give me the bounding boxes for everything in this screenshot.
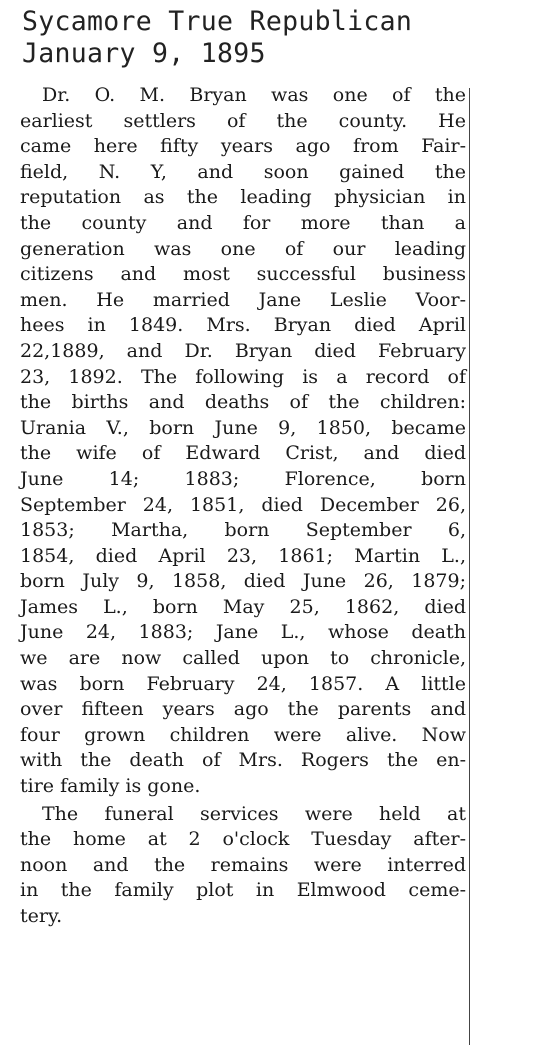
article-line: reputation as the leading physician in [20, 186, 466, 209]
article-body [20, 83, 466, 932]
article-line: The funeral services were held at [42, 802, 466, 825]
article-line: in the family plot in Elmwood ceme- [20, 879, 466, 902]
publication-date: January 9, 1895 [22, 38, 266, 69]
article-line: hees in 1849. Mrs. Bryan died April [20, 314, 466, 337]
article-paragraph [20, 802, 466, 930]
article-line: over fifteen years ago the parents and [20, 698, 466, 721]
article-line: was born February 24, 1857. A little [20, 672, 466, 695]
article-line: generation was one of our leading [20, 237, 466, 260]
article-line: tire family is gone. [20, 775, 201, 798]
article-line: 1853; Martha, born September 6, [20, 519, 466, 542]
article-line: June 14; 1883; Florence, born [20, 467, 466, 490]
article-line: earliest settlers of the county. He [20, 109, 466, 132]
article-line: field, N. Y, and soon gained the [20, 160, 466, 183]
article-line: Urania V., born June 9, 1850, became [20, 416, 466, 439]
article-line: the home at 2 o'clock Tuesday after- [20, 828, 466, 851]
article-line: we are now called upon to chronicle, [20, 647, 466, 670]
article-line: tery. [20, 905, 63, 927]
article-line: Dr. O. M. Bryan was one of the [42, 84, 466, 106]
article-paragraph [20, 83, 466, 800]
article-line: four grown children were alive. Now [20, 723, 466, 746]
column-rule [469, 88, 470, 1045]
article-line: September 24, 1851, died December 26, [20, 493, 466, 516]
publication-name: Sycamore True Republican [22, 6, 413, 37]
article-line: the births and deaths of the children: [20, 391, 466, 414]
article-line: came here fifty years ago from Fair- [20, 135, 466, 158]
article-line: men. He married Jane Leslie Voor- [20, 288, 466, 311]
article-line: 23, 1892. The following is a record of [20, 365, 466, 388]
article-line: James L., born May 25, 1862, died [20, 595, 466, 618]
article-line: the county and for more than a [20, 211, 466, 234]
article-line: the wife of Edward Crist, and died [20, 442, 466, 465]
article-line: 1854, died April 23, 1861; Martin L., [20, 544, 466, 567]
article-line: 22,1889, and Dr. Bryan died February [20, 339, 466, 362]
article-line: born July 9, 1858, died June 26, 1879; [20, 570, 466, 593]
article-line: citizens and most successful business [20, 263, 466, 286]
article-line: with the death of Mrs. Rogers the en- [20, 749, 466, 772]
article-line: June 24, 1883; Jane L., whose death [20, 621, 466, 644]
article-line: noon and the remains were interred [20, 853, 466, 876]
newspaper-header [22, 6, 412, 70]
